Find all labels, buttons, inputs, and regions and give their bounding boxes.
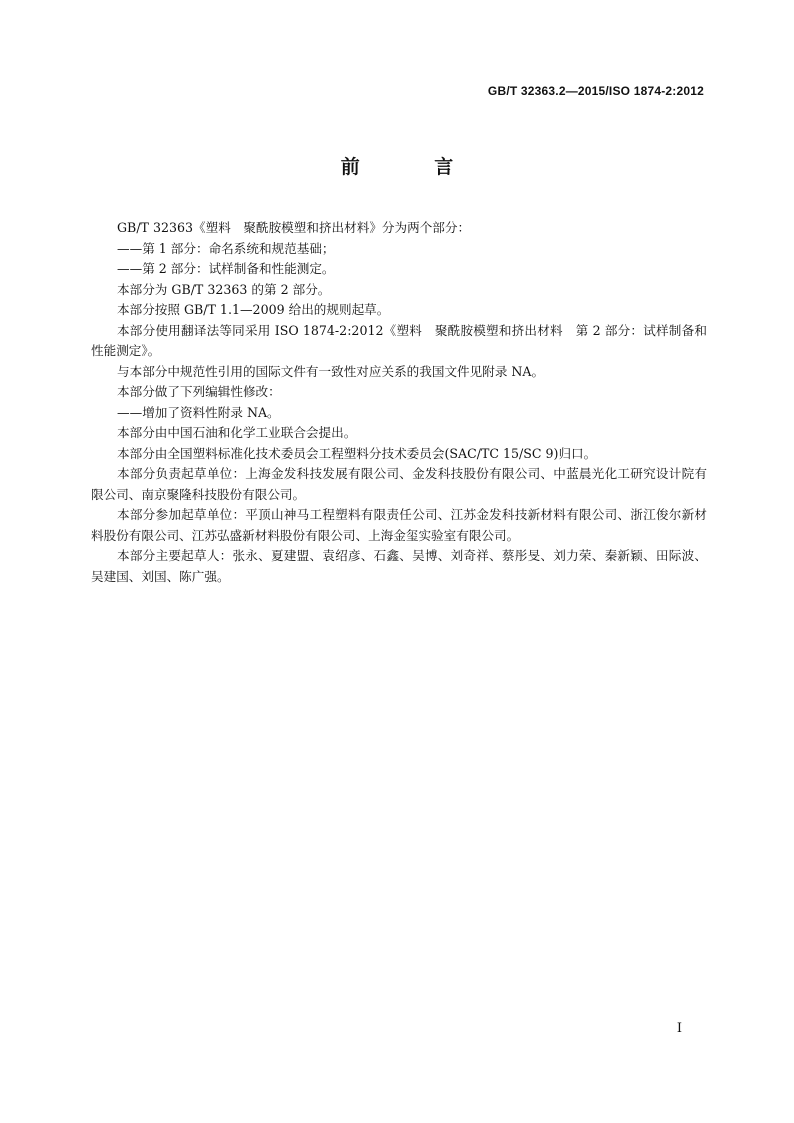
paragraph: GB/T 32363《塑料 聚酰胺模塑和挤出材料》分为两个部分：	[117, 220, 471, 235]
paragraph: ——第 1 部分：命名系统和规范基础；	[117, 240, 335, 256]
paragraph: 本部分按照 GB/T 1.1—2009 给出的规则起草。	[117, 302, 390, 317]
paragraph: 本部分由中国石油和化学工业联合会提出。	[117, 425, 357, 440]
paragraph: 本部分做了下列编辑性修改：	[117, 384, 281, 399]
paragraph: 本部分为 GB/T 32363 的第 2 部分。	[117, 281, 331, 297]
page-title: 前 言	[340, 156, 488, 178]
paragraph: ——增加了资料性附录 NA。	[117, 404, 280, 420]
page-number: I	[676, 1021, 682, 1036]
paragraph: 本部分主要起草人：张永、夏建盟、袁绍彦、石鑫、吴博、刘奇祥、蔡彤旻、刘力荣、秦新颖、田际波、吴建国、刘国、陈广强。	[91, 548, 707, 584]
paragraph: 本部分负责起草单位：上海金发科技发展有限公司、金发科技股份有限公司、中蓝晨光化工研究设计院有限公司、南京聚隆科技股份有限公司。	[91, 466, 707, 502]
paragraph: 本部分参加起草单位：平顶山神马工程塑料有限责任公司、江苏金发科技新材料有限公司、浙江俊尔新材料股份有限公司、江苏弘盛新材料股份有限公司、上海金玺实验室有限公司。	[91, 507, 707, 543]
paragraph: ——第 2 部分：试样制备和性能测定。	[117, 261, 335, 276]
standard-code: GB/T 32363.2—2015/ISO 1874-2:2012	[487, 84, 704, 98]
paragraph: 本部分使用翻译法等同采用 ISO 1874-2:2012《塑料 聚酰胺模塑和挤出材料 第 2 部分：试样制备和性能测定》。	[91, 322, 707, 358]
paragraph: 与本部分中规范性引用的国际文件有一致性对应关系的我国文件见附录 NA。	[117, 363, 545, 379]
paragraph: 本部分由全国塑料标准化技术委员会工程塑料分技术委员会(SAC/TC 15/SC 9)归口。	[117, 445, 597, 461]
foreword-body	[91, 218, 707, 587]
